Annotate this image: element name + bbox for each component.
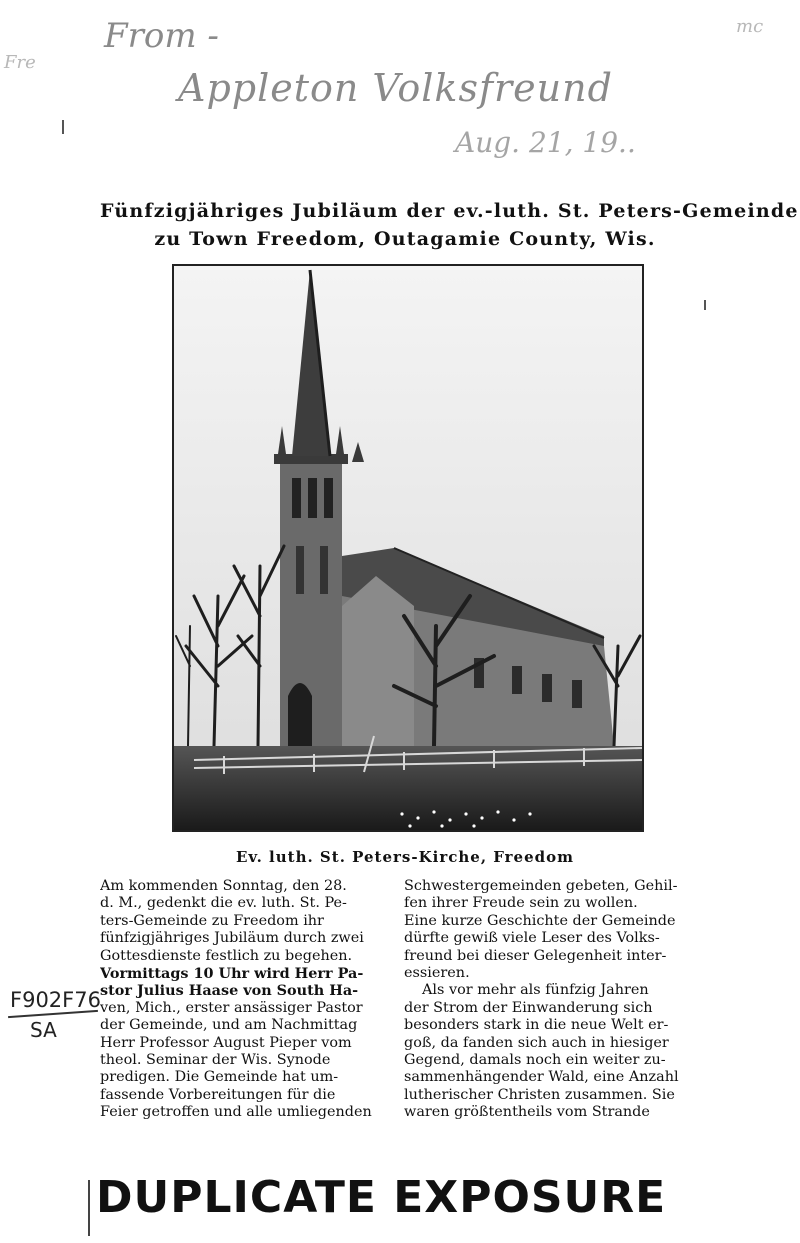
article-line: ters-Gemeinde zu Freedom ihr [100, 912, 324, 929]
article-line: sammenhängender Wald, eine Anzahl [404, 1069, 679, 1086]
handwritten-date-note: Aug. 21, 19.. [455, 126, 636, 159]
margin-mark [704, 300, 706, 310]
article-line: fen ihrer Freude sein zu wollen. [404, 895, 638, 912]
margin-note-initials: SA [30, 1018, 57, 1042]
headline-line-2: zu Town Freedom, Outagamie County, Wis. [154, 228, 656, 250]
margin-note-code: F902F76 [10, 988, 101, 1012]
article-line: ven, Mich., erster ansässiger Pastor [100, 999, 363, 1016]
article-line: fünfzigjähriges Jubiläum durch zwei [100, 930, 364, 947]
article-line: besonders stark in die neue Welt er- [404, 1017, 669, 1034]
handwritten-corner-note-right: mc [736, 16, 764, 37]
headline-line-1: Fünfzigjähriges Jubiläum der ev.-luth. St. Peters-Gemeinde [100, 200, 799, 222]
article-line: Gottesdienste festlich zu begehen. [100, 947, 353, 964]
article-line: Gegend, damals noch ein weiter zu- [404, 1051, 666, 1068]
article-line: Am kommenden Sonntag, den 28. [100, 878, 347, 894]
article-line: der Strom der Einwanderung sich [404, 999, 653, 1016]
stamp-divider [88, 1180, 90, 1236]
article-line: der Gemeinde, und am Nachmittag [100, 1017, 358, 1034]
article-line: Schwestergemeinden gebeten, Gehil- [404, 878, 678, 894]
article-line: goß, da fanden sich auch in hiesiger [404, 1034, 669, 1051]
church-illustration [174, 266, 642, 830]
article-line: Herr Professor August Pieper vom [100, 1034, 352, 1051]
article-left-column [100, 878, 400, 1121]
article-line: waren größtentheils vom Strande [404, 1104, 650, 1121]
handwritten-source-note: Appleton Volksfreund [178, 66, 613, 110]
article-line: d. M., gedenkt die ev. luth. St. Pe- [100, 895, 347, 912]
duplicate-exposure-stamp: DUPLICATE EXPOSURE [96, 1172, 667, 1223]
photo-caption: Ev. luth. St. Peters-Kirche, Freedom [235, 848, 575, 866]
article-line: theol. Seminar der Wis. Synode [100, 1051, 331, 1068]
article-line: dürfte gewiß viele Leser des Volks- [404, 930, 660, 947]
handwritten-corner-note-left: Fre [4, 52, 36, 73]
article-right-column [404, 878, 704, 1121]
article-line: Feier getroffen und alle umliegenden [100, 1104, 372, 1121]
article-line: lutherischer Christen zusammen. Sie [404, 1086, 675, 1103]
handwritten-from-note: From - [104, 16, 219, 56]
margin-mark [62, 120, 64, 134]
church-photograph [172, 264, 644, 832]
article-line: essieren. [404, 964, 470, 981]
article-line: predigen. Die Gemeinde hat um- [100, 1069, 339, 1086]
article-line: stor Julius Haase von South Ha- [100, 982, 359, 1000]
article-line: freund bei dieser Gelegenheit inter- [404, 947, 667, 964]
article-line: fassende Vorbereitungen für die [100, 1086, 336, 1103]
article-line: Vormittags 10 Uhr wird Herr Pa- [100, 964, 364, 982]
article-line: Eine kurze Geschichte der Gemeinde [404, 912, 676, 929]
article-line: Als vor mehr als fünfzig Jahren [422, 982, 649, 999]
